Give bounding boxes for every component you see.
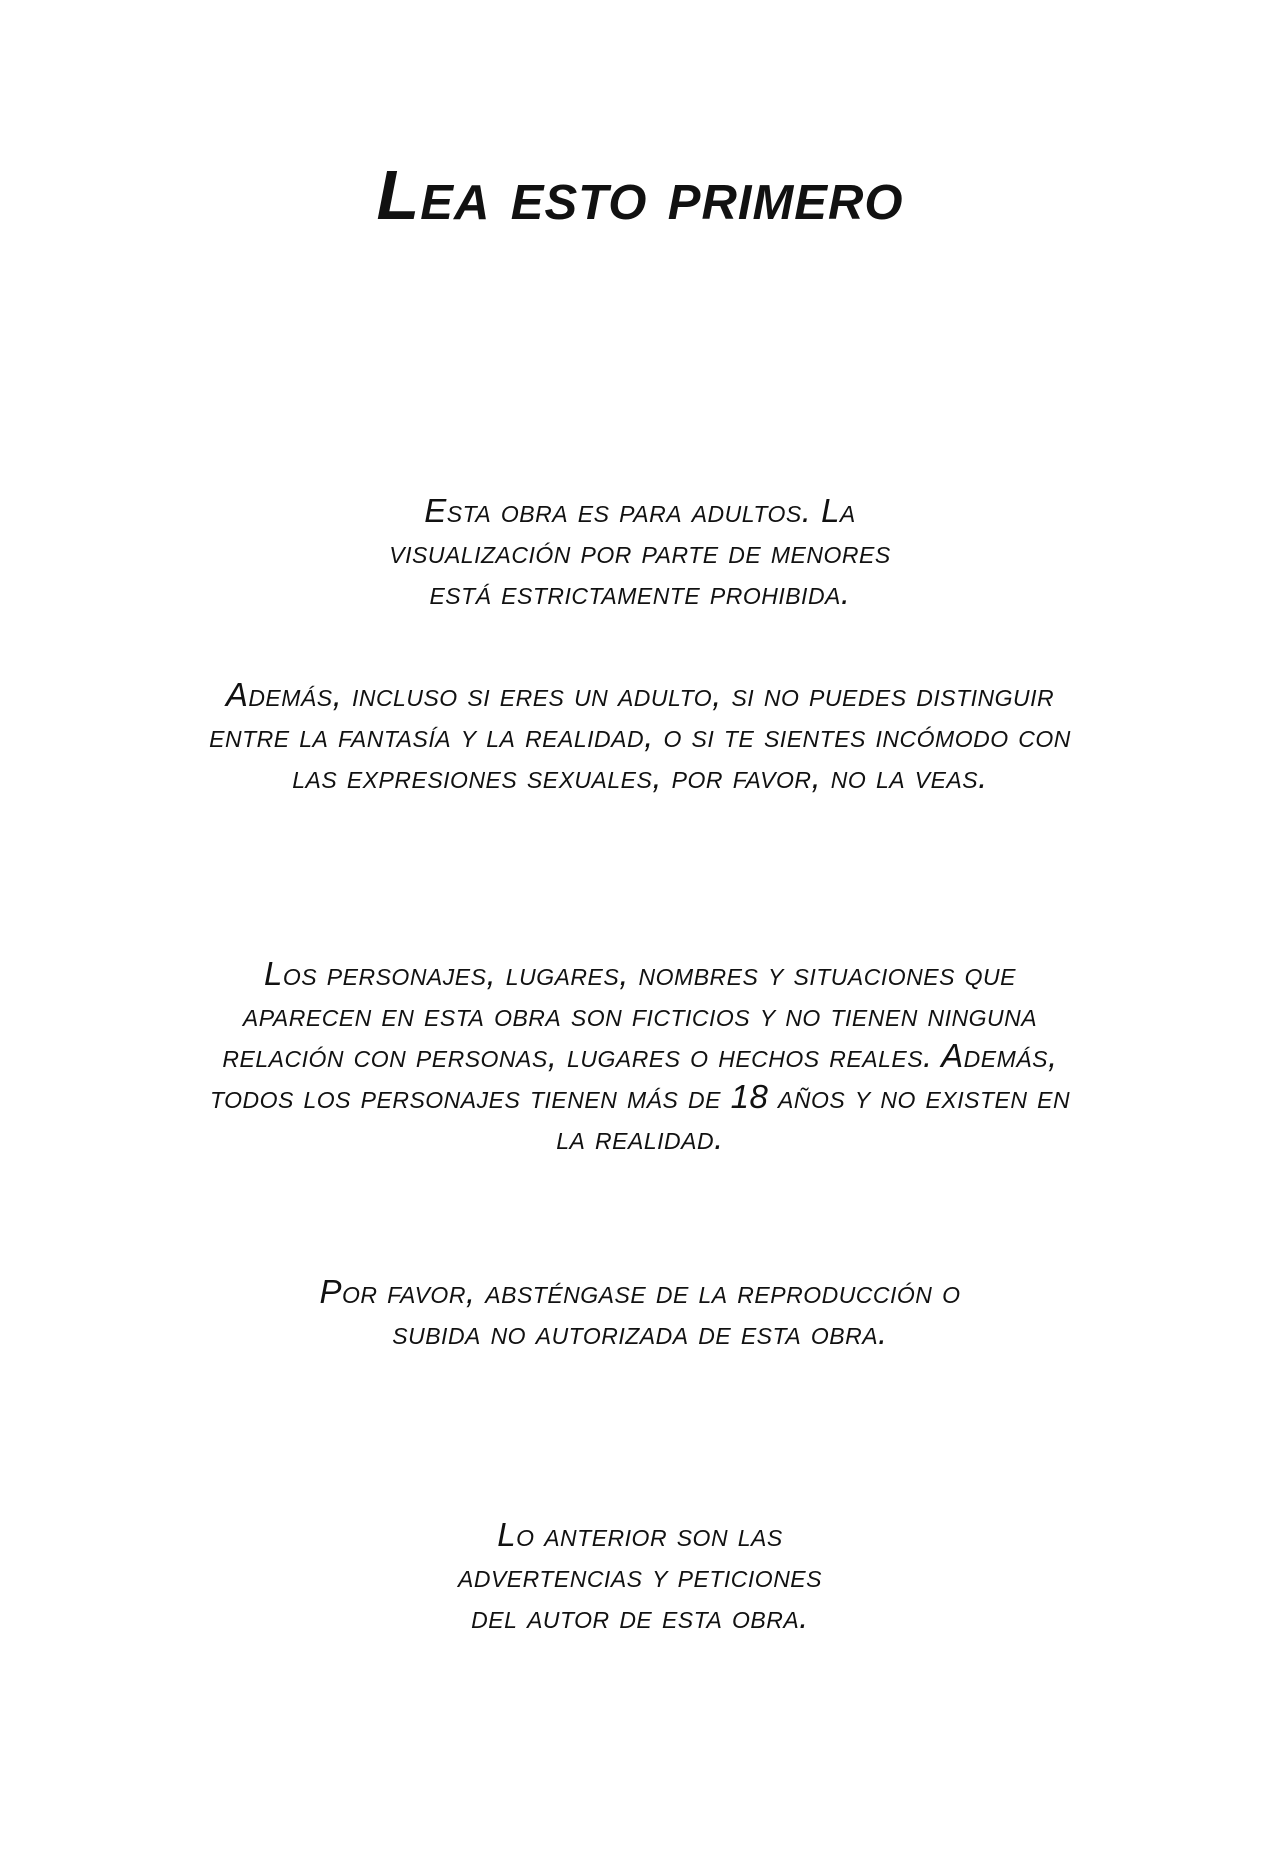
author-closing-paragraph xyxy=(0,1514,1280,1637)
text-line: está estrictamente prohibida. xyxy=(429,574,851,611)
text-line: subida no autorizada de esta obra. xyxy=(392,1314,888,1351)
text-line: Por favor, absténgase de la reproducción o xyxy=(319,1273,961,1310)
text-line: advertencias y peticiones xyxy=(458,1557,822,1594)
text-line: las expresiones sexuales, por favor, no la veas. xyxy=(292,758,988,795)
discretion-paragraph xyxy=(0,674,1280,797)
text-line: del autor de esta obra. xyxy=(471,1598,809,1635)
text-line: entre la fantasía y la realidad, o si te sientes incómodo con xyxy=(209,717,1071,754)
text-line: Los personajes, lugares, nombres y situaciones que xyxy=(264,955,1016,992)
adult-warning-paragraph xyxy=(0,490,1280,613)
page-title: Lea esto primero xyxy=(376,156,904,234)
text-line: Esta obra es para adultos. La xyxy=(424,492,856,529)
text-line: Lo anterior son las xyxy=(497,1516,783,1553)
text-line: Además, incluso si eres un adulto, si no puedes distinguir xyxy=(225,676,1055,713)
text-line: relación con personas, lugares o hechos reales. Además, xyxy=(222,1037,1058,1074)
text-line: todos los personajes tienen más de 18 años y no existen en xyxy=(209,1078,1071,1115)
text-line: la realidad. xyxy=(556,1119,724,1156)
text-line: aparecen en esta obra son ficticios y no tienen ninguna xyxy=(242,996,1038,1033)
fiction-disclaimer-paragraph xyxy=(0,953,1280,1158)
reproduction-notice-paragraph xyxy=(0,1271,1280,1353)
text-line: visualización por parte de menores xyxy=(389,533,891,570)
